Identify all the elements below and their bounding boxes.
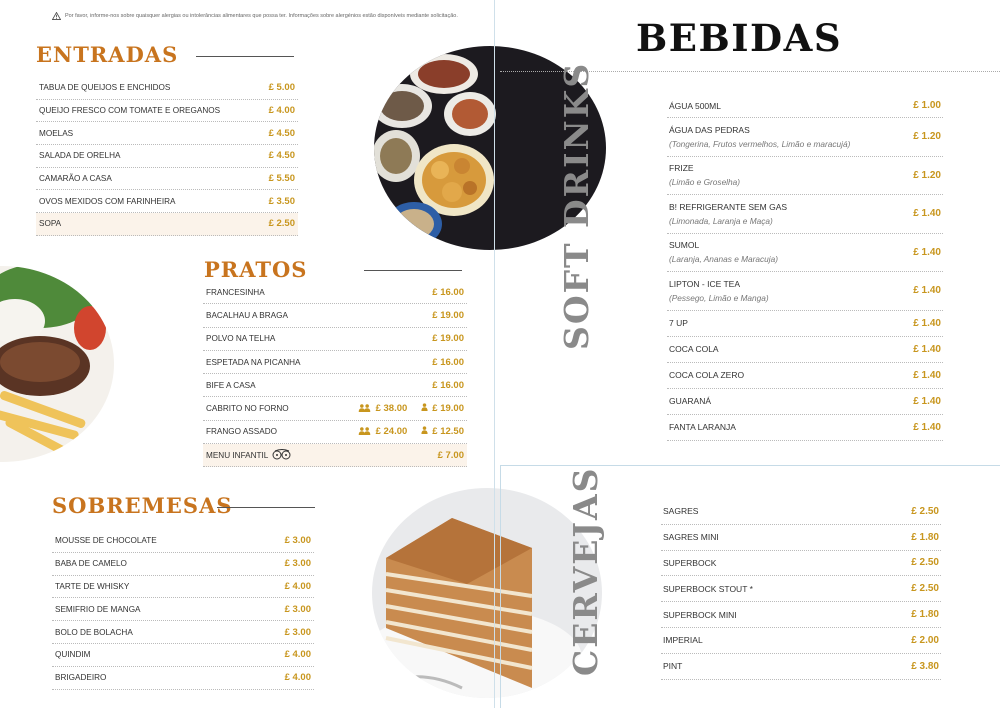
menu-item-name: [206, 311, 288, 320]
menu-item-name: MOELAS: [39, 128, 74, 138]
menu-item-row: [52, 598, 314, 621]
soft-drinks-title: SOFT DRINKS: [557, 61, 596, 350]
main-dish-photo: [0, 266, 114, 462]
menu-item-row: [203, 351, 467, 374]
menu-item-name: MOUSSE DE CHOCOLATE: [55, 536, 157, 546]
menu-item-row: [203, 281, 467, 304]
menu-item-row: [52, 553, 314, 576]
dual-price: [358, 426, 464, 437]
drink-info: [669, 318, 688, 328]
drink-price: £ 1.00: [913, 100, 941, 111]
drink-info: [669, 240, 778, 264]
drink-price: £ 1.20: [913, 169, 941, 181]
drink-row: [667, 195, 943, 234]
menu-item-price: £ 3.00: [284, 558, 311, 570]
drink-price: £ 1.40: [913, 208, 941, 220]
drink-info: [669, 202, 787, 226]
beer-row: [661, 499, 941, 525]
beer-name: SUPERBOCK STOUT *: [663, 583, 753, 594]
menu-item-name: SALADA DE ORELHA: [39, 151, 121, 161]
menu-item-price: £ 4.00: [284, 580, 311, 592]
menu-item-price: £ 5.50: [268, 173, 295, 185]
menu-item-name: QUEIJO FRESCO COM TOMATE E OREGANOS: [39, 106, 221, 116]
menu-item-price: £ 19.00: [432, 333, 464, 345]
drink-name: ÁGUA 500ML: [669, 100, 721, 111]
menu-item-name: SOPA: [39, 219, 62, 229]
menu-item-row: [203, 374, 467, 397]
drink-info: [669, 422, 736, 432]
entradas-title: ENTRADAS: [36, 42, 179, 67]
menu-item-price: £ 16.00: [432, 356, 464, 368]
menu-item-row: [36, 145, 298, 168]
sobremesas-title: SOBREMESAS: [52, 493, 233, 518]
menu-item-row: [52, 644, 314, 667]
menu-item-row: [52, 621, 314, 644]
person-icon: [421, 426, 428, 437]
allergy-notice: [52, 12, 458, 20]
price-for-one: [421, 403, 464, 414]
drink-info: [669, 370, 744, 380]
drink-flavours: (Laranja, Ananas e Maracuja): [669, 254, 778, 265]
menu-item-price: £ 19.00: [432, 309, 464, 321]
menu-item-name: [206, 288, 265, 297]
menu-item-row: [36, 122, 298, 145]
menu-item-name: [206, 449, 292, 462]
menu-item-name-text: ESPETADA NA PICANHA: [206, 357, 301, 367]
menu-item-price: £ 3.50: [268, 195, 295, 207]
beer-price: £ 1.80: [911, 531, 939, 543]
menu-item-name-text: BACALHAU A BRAGA: [206, 310, 288, 320]
page-divider: [494, 0, 495, 708]
menu-item-row: [52, 667, 314, 690]
menu-item-name: [206, 404, 289, 413]
beer-row: [661, 628, 941, 654]
drink-row: [667, 415, 943, 441]
menu-item-row: [203, 421, 467, 444]
drink-name: LIPTON - ICE TEA: [669, 278, 741, 289]
menu-item-price: £ 4.50: [268, 150, 295, 162]
beer-price: £ 3.80: [911, 660, 939, 672]
menu-item-row: [36, 190, 298, 213]
menu-item-name: SEMIFRIO DE MANGA: [55, 604, 141, 614]
price-for-one: [421, 426, 464, 437]
drink-name: COCA COLA ZERO: [669, 370, 745, 380]
drink-name: FRIZE: [669, 163, 694, 174]
menu-item-price: £ 4.00: [268, 105, 295, 117]
menu-item-name: [206, 427, 277, 436]
beer-price: £ 2.00: [911, 634, 939, 646]
menu-item-name-text: FRANGO ASSADO: [206, 427, 277, 437]
drink-row: [667, 272, 943, 311]
menu-item-price: £ 3.00: [284, 603, 311, 615]
person-icon: [421, 403, 428, 414]
drink-price: £ 1.40: [913, 285, 941, 297]
beer-price: £ 2.50: [911, 557, 939, 569]
menu-item-name: CAMARÃO A CASA: [39, 174, 112, 184]
menu-item-price: £ 3.00: [284, 626, 311, 638]
soft-drinks-list: [667, 94, 943, 441]
beer-name: SUPERBOCK MINI: [663, 609, 737, 620]
menu-item-name-text: POLVO NA TELHA: [206, 334, 276, 344]
beer-row: [661, 602, 941, 628]
bebidas-title: BEBIDAS: [636, 16, 843, 60]
dual-price: [358, 403, 464, 414]
price-for-two-value: £ 38.00: [375, 403, 408, 415]
drink-name: COCA COLA: [669, 344, 719, 354]
menu-item-row: [36, 100, 298, 123]
drink-price: £ 1.40: [913, 395, 941, 407]
beer-row: [661, 525, 941, 551]
drink-flavours: (Limão e Groselha): [669, 177, 741, 188]
menu-item-row: [203, 328, 467, 351]
menu-item-price: £ 16.00: [432, 379, 464, 391]
drink-row: [667, 363, 943, 389]
two-people-icon: [358, 404, 372, 413]
menu-item-row: [36, 213, 298, 236]
drink-flavours: (Limonada, Laranja e Maça): [669, 215, 773, 226]
drink-row: [667, 118, 943, 157]
beer-name: PINT: [663, 661, 683, 672]
menu-item-price: £ 2.50: [268, 218, 295, 230]
menu-item-name: OVOS MEXIDOS COM FARINHEIRA: [39, 196, 176, 206]
entradas-list: [36, 77, 298, 236]
drink-price: £ 1.20: [913, 131, 941, 143]
menu-item-name: TARTE DE WHISKY: [55, 581, 130, 591]
allergy-notice-text: Por favor, informe-nos sobre quaisquer alergias ou intolerâncias alimentares que possa ter. Informações sobre alergénios estão disponíveis mediante solicitação.: [65, 13, 458, 19]
menu-item-price: £ 3.00: [284, 535, 311, 547]
drink-info: [669, 125, 850, 149]
drink-price: £ 1.40: [913, 421, 941, 433]
menu-item-price: £ 7.00: [437, 449, 464, 461]
menu-item-name-text: MENU INFANTIL: [206, 450, 269, 460]
menu-item-name: [206, 358, 301, 367]
menu-item-name: BRIGADEIRO: [55, 673, 107, 683]
price-for-one-value: £ 19.00: [432, 403, 464, 415]
menu-item-name-text: FRANCESINHA: [206, 287, 265, 297]
menu-item-row: [52, 530, 314, 553]
drink-name: GUARANÁ: [669, 396, 712, 406]
pratos-list: [203, 281, 467, 467]
menu-item-price: £ 5.00: [268, 82, 295, 94]
menu-item-price: £ 4.00: [284, 672, 311, 684]
drink-name: B! REFRIGERANTE SEM GAS: [669, 201, 788, 212]
menu-item-name: [206, 381, 256, 390]
beer-row: [661, 551, 941, 577]
kids-menu-icon: [272, 449, 292, 462]
drink-name: ÁGUA DAS PEDRAS: [669, 124, 750, 135]
drink-name: SUMOL: [669, 240, 700, 251]
beer-row: [661, 654, 941, 680]
cervejas-title: CERVEJAS: [566, 466, 605, 676]
drink-name: 7 UP: [669, 318, 688, 328]
beer-name: SAGRES: [663, 506, 699, 517]
drink-price: £ 1.40: [913, 317, 941, 329]
two-people-icon: [358, 427, 372, 436]
menu-item-name: [206, 334, 275, 343]
beer-name: SAGRES MINI: [663, 532, 719, 543]
drink-row: [667, 337, 943, 363]
pratos-title-rule: [364, 270, 462, 271]
menu-item-row: [36, 168, 298, 191]
drink-row: [667, 234, 943, 273]
menu-item-row: [203, 444, 467, 467]
beer-row: [661, 576, 941, 602]
entradas-title-rule: [196, 56, 294, 57]
warning-icon: [52, 12, 61, 20]
drink-info: [669, 344, 719, 354]
sobremesas-title-rule: [217, 507, 315, 508]
menu-item-row: [52, 576, 314, 599]
drink-price: £ 1.40: [913, 246, 941, 258]
drink-name: FANTA LARANJA: [669, 422, 736, 432]
menu-item-name: BOLO DE BOLACHA: [55, 627, 133, 637]
drink-price: £ 1.40: [913, 343, 941, 355]
drink-row: [667, 157, 943, 196]
drink-info: [669, 279, 769, 303]
menu-item-row: [203, 304, 467, 327]
menu-item-price: £ 4.50: [268, 127, 295, 139]
drink-info: [669, 163, 740, 187]
price-for-one-value: £ 12.50: [432, 426, 464, 438]
menu-item-row: [203, 397, 467, 420]
price-for-two: [358, 426, 408, 437]
menu-item-name: BABA DE CAMELO: [55, 559, 127, 569]
beer-price: £ 2.50: [911, 505, 939, 517]
menu-item-name: QUINDIM: [55, 650, 91, 660]
beer-name: SUPERBOCK: [663, 557, 717, 568]
sobremesas-list: [52, 530, 314, 690]
drink-info: [669, 101, 721, 111]
menu-item-price: £ 4.00: [284, 649, 311, 661]
menu-item-name: TABUA DE QUEIJOS E ENCHIDOS: [39, 83, 171, 93]
drink-row: [667, 389, 943, 415]
drink-info: [669, 396, 711, 406]
drink-flavours: (Pessego, Limão e Manga): [669, 292, 769, 303]
menu-item-name-text: BIFE A CASA: [206, 380, 256, 390]
menu-item-name-text: CABRITO NO FORNO: [206, 404, 289, 414]
menu-item-price: £ 16.00: [432, 286, 464, 298]
price-for-two-value: £ 24.00: [375, 426, 408, 438]
menu-item-row: [36, 77, 298, 100]
drink-row: [667, 311, 943, 337]
beer-price: £ 1.80: [911, 609, 939, 621]
pratos-title: PRATOS: [204, 257, 308, 282]
drink-row: [667, 94, 943, 118]
beer-price: £ 2.50: [911, 583, 939, 595]
drink-flavours: (Tongerina, Frutos vermelhos, Limão e maracujá): [669, 138, 851, 149]
drink-price: £ 1.40: [913, 369, 941, 381]
cervejas-list: [661, 499, 941, 680]
beer-name: IMPERIAL: [663, 635, 703, 646]
price-for-two: [358, 403, 408, 414]
